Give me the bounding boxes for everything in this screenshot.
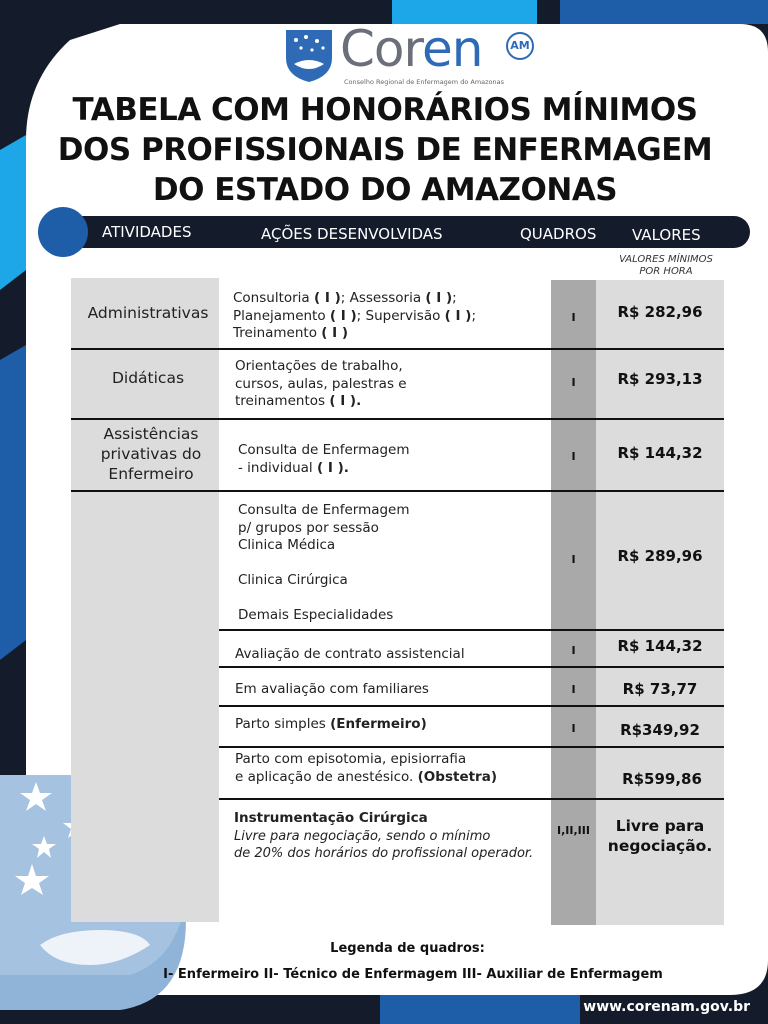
cell-text-line xyxy=(235,393,407,411)
cell-text-segment: Consulta de Enfermagem xyxy=(238,442,410,458)
cell-text-line xyxy=(233,290,476,308)
cell-text-line xyxy=(238,502,410,520)
cell-text-segment: ( I ) xyxy=(314,290,341,306)
acao-consulta-grupos xyxy=(238,502,410,625)
cell-text-segment: Avaliação de contrato assistencial xyxy=(235,646,465,662)
acao-instrumentacao: Instrumentação Cirúrgica Livre para negociação, sendo o mínimo de 20% dos horários do profissional operador. xyxy=(234,810,534,861)
cell-text-line xyxy=(238,442,410,460)
title-line-1: TABELA COM HONORÁRIOS MÍNIMOS xyxy=(72,92,698,128)
quadro-cell: I,II,III xyxy=(557,824,590,837)
row-separator xyxy=(219,705,724,707)
cell-text-segment: Planejamento xyxy=(233,307,330,324)
quadro-cell: I xyxy=(571,722,576,735)
acao-avaliacao-familiares xyxy=(235,681,429,699)
quadro-cell: I xyxy=(571,553,576,566)
row-separator xyxy=(219,629,724,631)
row-separator xyxy=(71,490,724,492)
row-separator xyxy=(219,798,724,800)
acao-parto-simples xyxy=(235,716,427,734)
page-title xyxy=(40,90,730,210)
cell-text-segment: cursos, aulas, palestras e xyxy=(235,375,407,392)
cell-text-segment: - individual xyxy=(238,459,317,476)
valor-cell: R$349,92 xyxy=(620,721,700,739)
shield-icon xyxy=(284,28,334,84)
cell-text-segment: (Obstetra) xyxy=(417,768,497,785)
coren-logo xyxy=(284,20,534,90)
cell-text-segment: ( I ) xyxy=(444,307,472,324)
acao-administrativas xyxy=(233,290,476,343)
legend-title: Legenda de quadros: xyxy=(330,941,485,956)
cell-text-segment: treinamentos xyxy=(235,393,330,409)
row-separator xyxy=(219,666,724,668)
cell-text-segment: ( I ) xyxy=(329,307,357,324)
header-bar-circle xyxy=(38,207,88,257)
cell-text-segment: Treinamento xyxy=(233,325,322,341)
cell-text-line xyxy=(235,358,407,376)
acao-didaticas xyxy=(235,358,407,411)
cell-text-line xyxy=(233,325,476,343)
cell-text-segment: Parto simples xyxy=(235,716,331,732)
cell-text-segment: p/ grupos por sessão xyxy=(238,519,379,536)
cell-text-line xyxy=(235,681,429,699)
cell-text-segment: e aplicação de anestésico. xyxy=(235,768,418,785)
cell-text-line xyxy=(238,520,410,538)
valor-cell: R$ 293,13 xyxy=(617,370,703,388)
logo-badge: AM xyxy=(506,32,534,60)
cell-text-segment: Demais Especialidades xyxy=(238,607,394,623)
cell-text-line xyxy=(235,751,497,769)
cell-text-line xyxy=(238,607,410,625)
cell-text-segment: Orientações de trabalho, xyxy=(235,358,403,374)
row-separator xyxy=(71,418,724,420)
cell-text-segment: ( I ) xyxy=(425,290,453,306)
cell-text-segment: ( I ) xyxy=(321,325,349,341)
valor-cell: Livre para negociação. xyxy=(607,817,713,855)
acao-consulta-individual xyxy=(238,442,410,477)
column-header-acoes: AÇÕES DESENVOLVIDAS xyxy=(261,225,443,243)
cell-text-segment: Consulta de Enfermagem xyxy=(238,502,410,518)
row-separator xyxy=(219,746,724,748)
cell-text-line xyxy=(233,308,476,326)
quadro-cell: I xyxy=(571,450,576,463)
cell-text-line xyxy=(235,716,427,734)
cell-text-line xyxy=(238,590,410,608)
column-header-atividades: ATIVIDADES xyxy=(102,223,192,241)
atividade-didaticas: Didáticas xyxy=(111,369,185,387)
column-header-quadros: QUADROS xyxy=(520,225,597,243)
cell-text-segment: Parto com episotomia, episiorrafia xyxy=(235,751,467,767)
website-link[interactable]: www.corenam.gov.br xyxy=(583,999,750,1015)
cell-text-line xyxy=(235,376,407,394)
quadro-cell: I xyxy=(571,311,576,324)
valores-note: VALORES MÍNIMOS POR HORA xyxy=(619,254,713,277)
cell-text-segment: ; xyxy=(452,290,457,306)
logo-subtitle: Conselho Regional de Enfermagem do Amazonas xyxy=(344,78,505,86)
row-separator xyxy=(71,348,724,350)
cell-text-segment: ; Assessoria xyxy=(340,290,426,306)
valor-cell: R$ 282,96 xyxy=(617,303,703,321)
acao-parto-episotomia xyxy=(235,751,497,786)
atividade-administrativas: Administrativas xyxy=(87,304,209,322)
cell-text-segment: Clinica Médica xyxy=(238,537,336,553)
cell-text-segment: ; xyxy=(471,307,476,324)
cell-text-line xyxy=(238,460,410,478)
cell-text-line xyxy=(238,537,410,555)
valor-cell: R$ 144,32 xyxy=(617,444,703,462)
cell-text-segment: (Enfermeiro) xyxy=(330,716,427,732)
cell-text-segment: ; Supervisão xyxy=(356,307,445,324)
valor-cell: R$ 144,32 xyxy=(617,637,703,655)
legend-text: I- Enfermeiro II- Técnico de Enfermagem III- Auxiliar de Enfermagem xyxy=(163,967,663,982)
atividade-assistencias: Assistências privativas do Enfermeiro xyxy=(100,425,202,483)
cell-text-segment: Clinica Cirúrgica xyxy=(238,572,348,588)
quadro-cell: I xyxy=(571,376,576,389)
cell-text-line xyxy=(235,769,497,787)
quadro-cell: I xyxy=(571,683,576,696)
cell-text-segment: ( I ). xyxy=(329,393,362,409)
title-line-3: DO ESTADO DO AMAZONAS xyxy=(152,172,618,208)
logo-wordmark: Coren xyxy=(340,20,483,78)
cell-text-segment: Em avaliação com familiares xyxy=(235,681,429,697)
cell-text-segment: Consultoria xyxy=(233,290,314,306)
cell-text-line xyxy=(238,555,410,573)
acao-avaliacao-contrato xyxy=(235,646,465,664)
cell-text-segment: ( I ). xyxy=(316,459,349,476)
valor-cell: R$ 289,96 xyxy=(617,547,703,565)
valor-cell: R$599,86 xyxy=(622,770,702,788)
cell-text-line xyxy=(238,572,410,590)
quadro-cell: I xyxy=(571,644,576,657)
cell-text-line xyxy=(235,646,465,664)
column-header-valores: VALORES xyxy=(632,226,701,244)
title-line-2: DOS PROFISSIONAIS DE ENFERMAGEM xyxy=(57,132,713,168)
valor-cell: R$ 73,77 xyxy=(622,680,698,698)
